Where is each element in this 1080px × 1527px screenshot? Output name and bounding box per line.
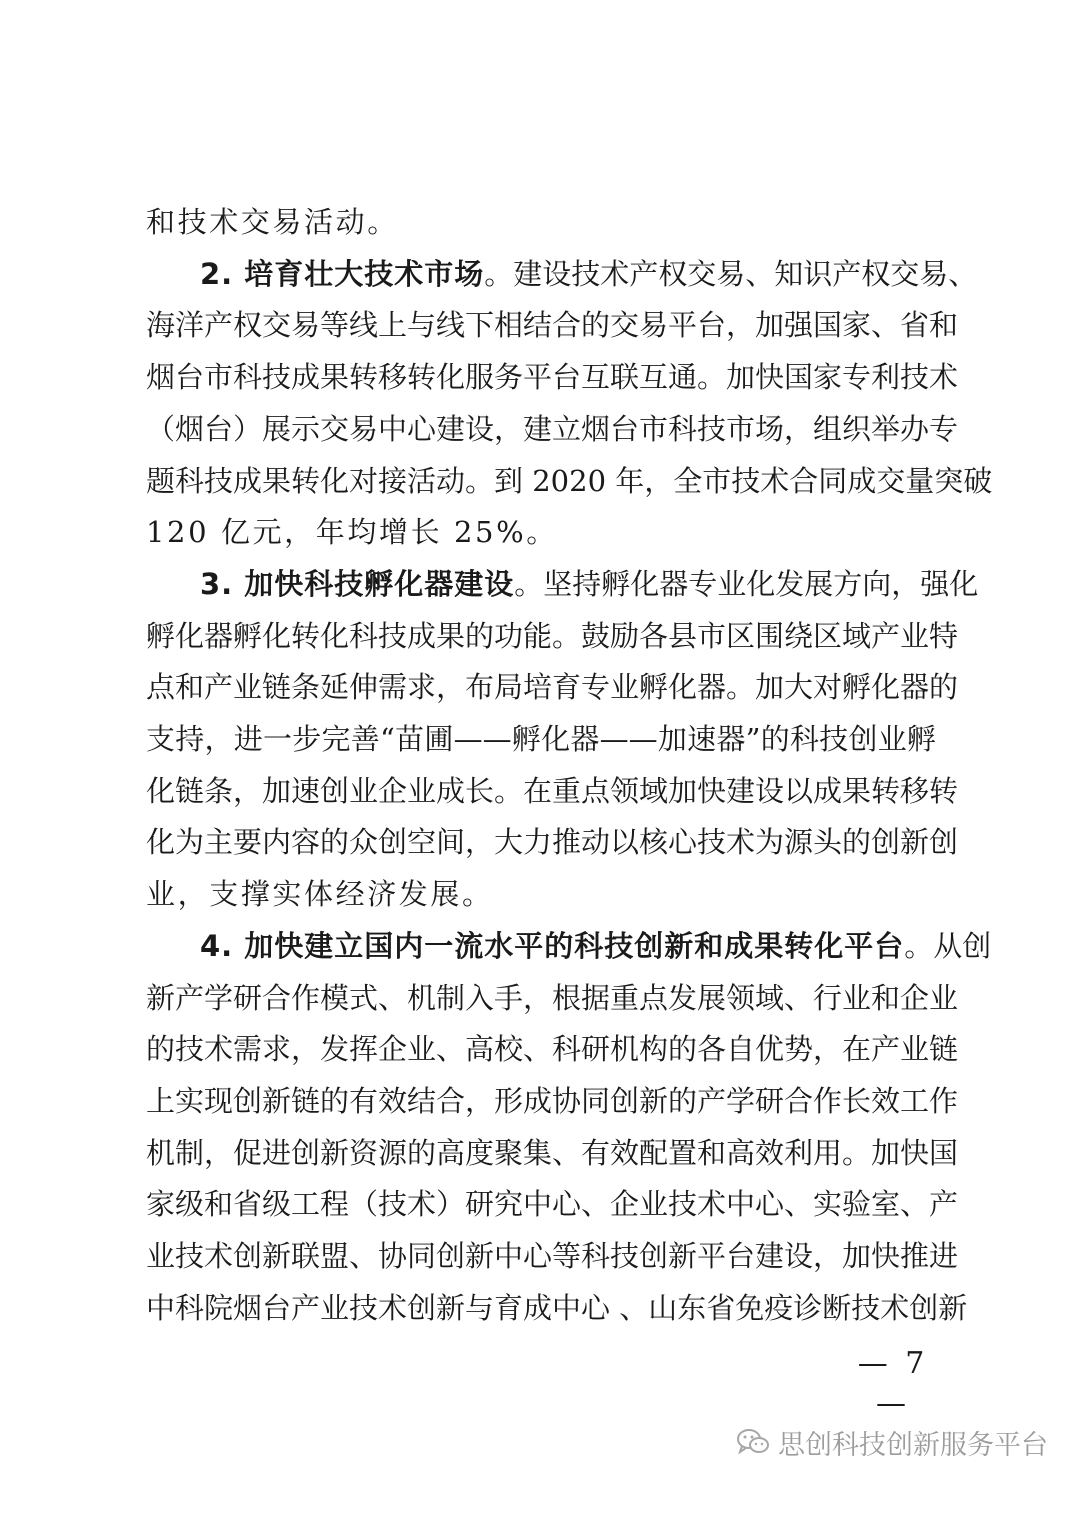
text-line [146,874,936,914]
text-line [146,461,993,501]
line-text: 新产学研合作模式、机制入手，根据重点发展领域、行业和企业 [146,981,959,1015]
line-text: 题科技成果转化对接活动。到 2020 年，全市技术合同成交量突破 [146,464,993,498]
section-heading: 2. 培育壮大技术市场 [200,257,485,291]
section-heading: 3. 加快科技孵化器建设 [200,567,515,601]
line-text: 。建设技术产权交易、知识产权交易、 [484,257,978,291]
line-text: 化链条，加速创业企业成长。在重点领域加快建设以成果转移转 [146,774,959,808]
text-line [146,1029,959,1069]
watermark-text: 思创科技创新服务平台 [778,1429,1048,1461]
line-text: （烟台）展示交易中心建设，建立烟台市科技市场，组织举办专 [146,412,959,446]
line-text: 业，支撑实体经济发展。 [146,877,494,911]
text-line [200,254,978,294]
text-line [146,616,959,656]
line-text: 的技术需求，发挥企业、高校、科研机构的各自优势，在产业链 [146,1032,959,1066]
wechat-icon [736,1427,770,1457]
text-line [200,564,979,604]
text-line [146,357,959,397]
text-line [146,1236,959,1276]
line-text: 业技术创新联盟、协同创新中心等科技创新平台建设，加快推进 [146,1239,959,1273]
line-text: 120 亿元，年均增长 25%。 [146,515,558,549]
text-line [146,1081,959,1121]
text-line [146,1288,968,1328]
line-text: 上实现创新链的有效结合，形成协同创新的产学研合作长效工作 [146,1084,959,1118]
line-text: 家级和省级工程（技术）研究中心、企业技术中心、实验室、产 [146,1187,959,1221]
page-number: — 7 — [857,1346,929,1421]
line-text: 机制，促进创新资源的高度聚集、有效配置和高效利用。加快国 [146,1136,959,1170]
text-line [146,409,959,449]
text-line [146,305,959,345]
text-line [146,1133,959,1173]
line-text: 化为主要内容的众创空间，大力推动以核心技术为源头的创新创 [146,825,959,859]
line-text: 和技术交易活动。 [146,205,399,239]
text-line [146,822,959,862]
text-line [146,978,959,1018]
line-text: 中科院烟台产业技术创新与育成中心 、山东省免疫诊断技术创新 [146,1291,968,1325]
text-line [146,771,959,811]
text-line [146,1184,959,1224]
text-line [146,719,936,759]
text-line [146,512,936,552]
text-line [200,926,992,966]
line-text: 孵化器孵化转化科技成果的功能。鼓励各县市区围绕区域产业特 [146,619,959,653]
line-text: 。坚持孵化器专业化发展方向，强化 [514,567,979,601]
section-heading: 4. 加快建立国内一流水平的科技创新和成果转化平台 [200,929,905,963]
text-line [146,202,936,242]
line-text: 。从创 [904,929,992,963]
line-text: 烟台市科技成果转移转化服务平台互联互通。加快国家专利技术 [146,360,959,394]
line-text: 点和产业链条延伸需求，布局培育专业孵化器。加大对孵化器的 [146,670,959,704]
watermark [736,1422,1048,1462]
line-text: 支持，进一步完善“苗圃——孵化器——加速器”的科技创业孵 [146,722,936,756]
line-text: 海洋产权交易等线上与线下相结合的交易平台，加强国家、省和 [146,308,959,342]
text-line [146,667,959,707]
